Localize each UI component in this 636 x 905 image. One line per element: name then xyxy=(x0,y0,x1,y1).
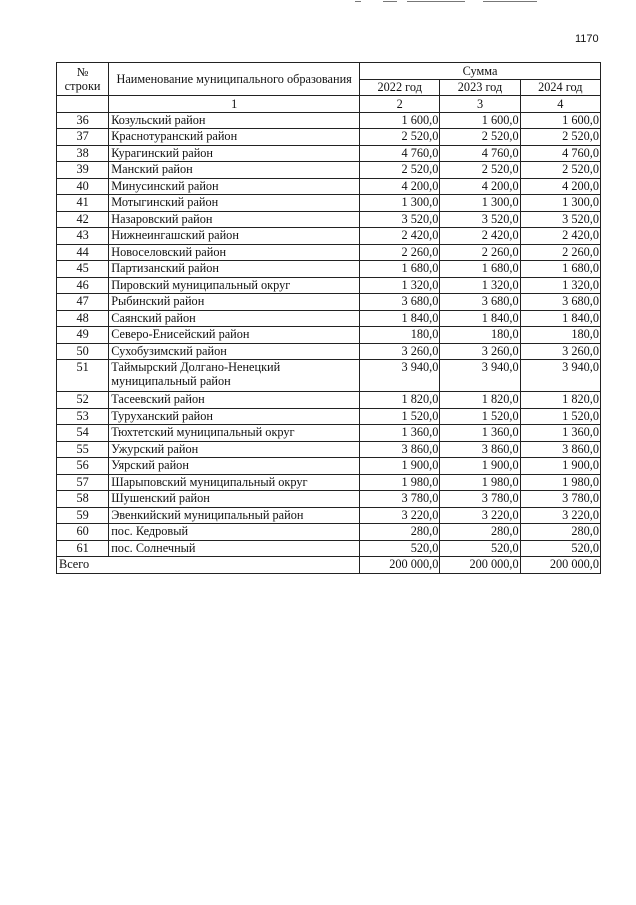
row-number: 59 xyxy=(57,507,109,524)
value-2024: 3 860,0 xyxy=(520,441,600,458)
budget-table xyxy=(56,62,601,574)
value-2022: 2 520,0 xyxy=(360,129,440,146)
table-row xyxy=(57,228,601,245)
municipality-name: Сухобузимский район xyxy=(109,343,360,360)
value-2023: 1 900,0 xyxy=(440,458,520,475)
header-sum: Сумма xyxy=(360,63,601,80)
table-row xyxy=(57,408,601,425)
value-2022: 1 840,0 xyxy=(360,310,440,327)
value-2023: 1 820,0 xyxy=(440,392,520,409)
table-row xyxy=(57,178,601,195)
municipality-name: Туруханский район xyxy=(109,408,360,425)
table-row xyxy=(57,310,601,327)
value-2022: 3 520,0 xyxy=(360,211,440,228)
value-2022: 3 260,0 xyxy=(360,343,440,360)
municipality-name: Мотыгинский район xyxy=(109,195,360,212)
row-number: 39 xyxy=(57,162,109,179)
value-2023: 3 860,0 xyxy=(440,441,520,458)
municipality-name: Курагинский район xyxy=(109,145,360,162)
table-row xyxy=(57,425,601,442)
row-number: 45 xyxy=(57,261,109,278)
total-2023: 200 000,0 xyxy=(440,557,520,574)
value-2024: 1 980,0 xyxy=(520,474,600,491)
index-cell xyxy=(57,96,109,113)
table-row xyxy=(57,145,601,162)
table-row xyxy=(57,294,601,311)
value-2023: 2 260,0 xyxy=(440,244,520,261)
municipality-name: пос. Кедровый xyxy=(109,524,360,541)
table-row xyxy=(57,244,601,261)
municipality-name: Манский район xyxy=(109,162,360,179)
municipality-name: Саянский район xyxy=(109,310,360,327)
value-2024: 1 900,0 xyxy=(520,458,600,475)
value-2022: 1 360,0 xyxy=(360,425,440,442)
value-2022: 4 760,0 xyxy=(360,145,440,162)
header-year-2024: 2024 год xyxy=(520,79,600,96)
value-2022: 1 520,0 xyxy=(360,408,440,425)
table-row xyxy=(57,540,601,557)
municipality-name: Шушенский район xyxy=(109,491,360,508)
table-row xyxy=(57,211,601,228)
municipality-name: Тасеевский район xyxy=(109,392,360,409)
value-2024: 3 780,0 xyxy=(520,491,600,508)
table-row xyxy=(57,507,601,524)
value-2023: 2 520,0 xyxy=(440,129,520,146)
table-row xyxy=(57,261,601,278)
municipality-name: Северо-Енисейский район xyxy=(109,327,360,344)
row-number: 44 xyxy=(57,244,109,261)
municipality-name: Назаровский район xyxy=(109,211,360,228)
value-2023: 1 840,0 xyxy=(440,310,520,327)
value-2024: 2 520,0 xyxy=(520,129,600,146)
value-2024: 1 600,0 xyxy=(520,112,600,129)
table-row xyxy=(57,441,601,458)
value-2022: 3 860,0 xyxy=(360,441,440,458)
table-row xyxy=(57,195,601,212)
value-2022: 3 220,0 xyxy=(360,507,440,524)
value-2024: 280,0 xyxy=(520,524,600,541)
row-number: 43 xyxy=(57,228,109,245)
municipality-name: Нижнеингашский район xyxy=(109,228,360,245)
value-2023: 1 680,0 xyxy=(440,261,520,278)
table-row xyxy=(57,474,601,491)
value-2023: 3 260,0 xyxy=(440,343,520,360)
value-2023: 3 220,0 xyxy=(440,507,520,524)
total-2024: 200 000,0 xyxy=(520,557,600,574)
value-2024: 520,0 xyxy=(520,540,600,557)
municipality-name: Таймырский Долгано-Ненецкий муниципальный район xyxy=(109,360,360,392)
value-2022: 3 940,0 xyxy=(360,360,440,392)
value-2022: 2 420,0 xyxy=(360,228,440,245)
row-number: 36 xyxy=(57,112,109,129)
municipality-name: Эвенкийский муниципальный район xyxy=(109,507,360,524)
municipality-name: Новоселовский район xyxy=(109,244,360,261)
header-municipality-name: Наименование муниципального образования xyxy=(109,63,360,96)
value-2024: 3 260,0 xyxy=(520,343,600,360)
row-number: 58 xyxy=(57,491,109,508)
row-number: 54 xyxy=(57,425,109,442)
value-2022: 1 300,0 xyxy=(360,195,440,212)
value-2022: 2 260,0 xyxy=(360,244,440,261)
row-number: 56 xyxy=(57,458,109,475)
value-2023: 2 520,0 xyxy=(440,162,520,179)
table-row xyxy=(57,343,601,360)
value-2023: 4 200,0 xyxy=(440,178,520,195)
table-row xyxy=(57,112,601,129)
header-year-2022: 2022 год xyxy=(360,79,440,96)
value-2022: 1 980,0 xyxy=(360,474,440,491)
value-2024: 1 680,0 xyxy=(520,261,600,278)
municipality-name: Краснотуранский район xyxy=(109,129,360,146)
value-2024: 1 520,0 xyxy=(520,408,600,425)
value-2023: 1 320,0 xyxy=(440,277,520,294)
table-row xyxy=(57,392,601,409)
municipality-name: пос. Солнечный xyxy=(109,540,360,557)
row-number: 57 xyxy=(57,474,109,491)
value-2024: 1 360,0 xyxy=(520,425,600,442)
row-number: 50 xyxy=(57,343,109,360)
value-2022: 180,0 xyxy=(360,327,440,344)
total-row xyxy=(57,557,601,574)
value-2023: 3 680,0 xyxy=(440,294,520,311)
value-2022: 3 780,0 xyxy=(360,491,440,508)
row-number: 37 xyxy=(57,129,109,146)
value-2024: 1 820,0 xyxy=(520,392,600,409)
table-row xyxy=(57,162,601,179)
value-2024: 1 840,0 xyxy=(520,310,600,327)
municipality-name: Уярский район xyxy=(109,458,360,475)
value-2022: 3 680,0 xyxy=(360,294,440,311)
table-row xyxy=(57,524,601,541)
municipality-name: Пировский муниципальный округ xyxy=(109,277,360,294)
table-row xyxy=(57,327,601,344)
table-row xyxy=(57,491,601,508)
value-2022: 1 820,0 xyxy=(360,392,440,409)
index-cell: 3 xyxy=(440,96,520,113)
row-number: 38 xyxy=(57,145,109,162)
value-2024: 1 300,0 xyxy=(520,195,600,212)
value-2023: 180,0 xyxy=(440,327,520,344)
row-number: 48 xyxy=(57,310,109,327)
municipality-name: Рыбинский район xyxy=(109,294,360,311)
row-number: 46 xyxy=(57,277,109,294)
value-2023: 1 520,0 xyxy=(440,408,520,425)
value-2023: 1 300,0 xyxy=(440,195,520,212)
value-2023: 2 420,0 xyxy=(440,228,520,245)
municipality-name: Тюхтетский муниципальный округ xyxy=(109,425,360,442)
municipality-name: Ужурский район xyxy=(109,441,360,458)
value-2022: 2 520,0 xyxy=(360,162,440,179)
total-2022: 200 000,0 xyxy=(360,557,440,574)
value-2023: 1 360,0 xyxy=(440,425,520,442)
table-row xyxy=(57,277,601,294)
value-2022: 4 200,0 xyxy=(360,178,440,195)
value-2023: 520,0 xyxy=(440,540,520,557)
row-number: 55 xyxy=(57,441,109,458)
municipality-name: Шарыповский муниципальный округ xyxy=(109,474,360,491)
row-number: 60 xyxy=(57,524,109,541)
row-number: 47 xyxy=(57,294,109,311)
value-2023: 3 520,0 xyxy=(440,211,520,228)
table-row xyxy=(57,129,601,146)
header-year-2023: 2023 год xyxy=(440,79,520,96)
index-cell: 4 xyxy=(520,96,600,113)
table-row xyxy=(57,458,601,475)
value-2022: 280,0 xyxy=(360,524,440,541)
value-2023: 1 600,0 xyxy=(440,112,520,129)
total-label: Всего xyxy=(57,557,360,574)
header-row-number: № строки xyxy=(57,63,109,96)
value-2024: 3 940,0 xyxy=(520,360,600,392)
value-2022: 1 600,0 xyxy=(360,112,440,129)
value-2024: 4 200,0 xyxy=(520,178,600,195)
row-number: 52 xyxy=(57,392,109,409)
row-number: 61 xyxy=(57,540,109,557)
index-cell: 1 xyxy=(109,96,360,113)
value-2023: 280,0 xyxy=(440,524,520,541)
value-2023: 1 980,0 xyxy=(440,474,520,491)
value-2024: 3 680,0 xyxy=(520,294,600,311)
value-2023: 3 780,0 xyxy=(440,491,520,508)
table-row xyxy=(57,360,601,392)
row-number: 51 xyxy=(57,360,109,392)
row-number: 49 xyxy=(57,327,109,344)
row-number: 42 xyxy=(57,211,109,228)
municipality-name: Козульский район xyxy=(109,112,360,129)
top-scan-marks xyxy=(355,0,555,4)
row-number: 53 xyxy=(57,408,109,425)
value-2024: 3 220,0 xyxy=(520,507,600,524)
municipality-name: Партизанский район xyxy=(109,261,360,278)
value-2023: 4 760,0 xyxy=(440,145,520,162)
value-2022: 1 680,0 xyxy=(360,261,440,278)
table-body xyxy=(57,112,601,557)
value-2024: 3 520,0 xyxy=(520,211,600,228)
value-2024: 2 420,0 xyxy=(520,228,600,245)
page-number: 1170 xyxy=(575,33,599,45)
value-2022: 1 320,0 xyxy=(360,277,440,294)
value-2023: 3 940,0 xyxy=(440,360,520,392)
index-cell: 2 xyxy=(360,96,440,113)
value-2022: 520,0 xyxy=(360,540,440,557)
value-2022: 1 900,0 xyxy=(360,458,440,475)
value-2024: 2 260,0 xyxy=(520,244,600,261)
value-2024: 1 320,0 xyxy=(520,277,600,294)
value-2024: 4 760,0 xyxy=(520,145,600,162)
row-number: 41 xyxy=(57,195,109,212)
value-2024: 180,0 xyxy=(520,327,600,344)
municipality-name: Минусинский район xyxy=(109,178,360,195)
value-2024: 2 520,0 xyxy=(520,162,600,179)
row-number: 40 xyxy=(57,178,109,195)
